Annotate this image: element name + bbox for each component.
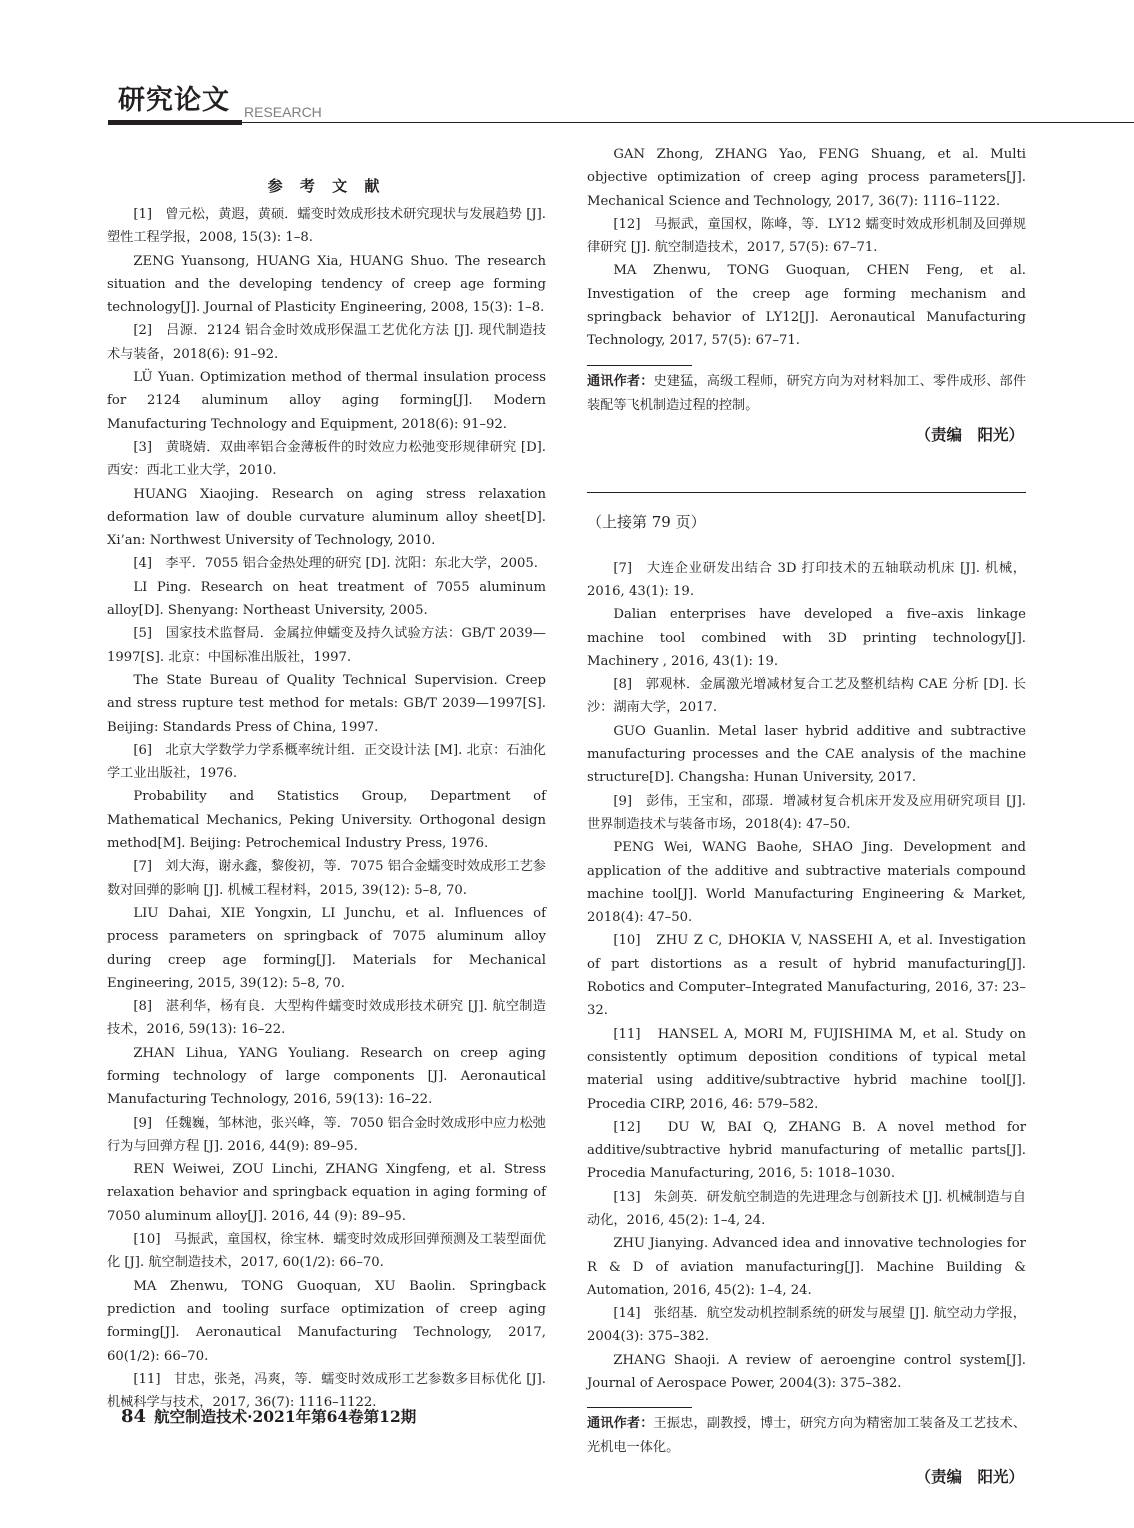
- reference-entry: MA Zhenwu, TONG Guoquan, CHEN Feng, et al. Investigation of the creep age forming mechanism and springback behavior of LY12[J]. Aeronautical Manufacturing Technology, 2017, 57(5): 67–71.: [587, 263, 1026, 349]
- section-subtitle: RESEARCH: [244, 104, 322, 120]
- reference-entry: [2] 吕源．2124 铝合金时效成形保温工艺优化方法 [J]. 现代制造技术与装备，2018(6): 91–92.: [107, 323, 546, 362]
- reference-entry: PENG Wei, WANG Baohe, SHAO Jing. Development and application of the additive and subtractive materials compound machine tool[J]. World Manufacturing Engineering & Market, 2018(4): 47–50.: [587, 840, 1026, 926]
- corresponding-author-text: 史建猛，高级工程师，研究方向为对材料加工、零件成形、部件装配等飞机制造过程的控制。: [587, 373, 1027, 413]
- reference-entry: [12] 马振武，童国权，陈峰，等．LY12 蠕变时效成形机制及回弹规律研究 [J]. 航空制造技术，2017, 57(5): 67–71.: [587, 216, 1026, 256]
- page-header: [108, 82, 1134, 128]
- reference-entry: ZHU Jianying. Advanced idea and innovative technologies for R & D of aviation manufacturing[J]. Machine Building & Automation, 2016, 45(2): 1–4, 24.: [587, 1236, 1026, 1298]
- page-number: 84: [121, 1406, 147, 1427]
- reference-entry: [9] 任魏巍，邹林池，张兴峰，等．7050 铝合金时效成形中应力松弛行为与回弹方程 [J]. 2016, 44(9): 89–95.: [107, 1115, 546, 1154]
- reference-entry: MA Zhenwu, TONG Guoquan, XU Baolin. Springback prediction and tooling surface optimization of creep aging forming[J]. Aeronautical Manufacturing Technology, 2017, 60(1/2): 66–70.: [107, 1278, 546, 1364]
- header-rule: [242, 122, 1134, 123]
- page-footer: [121, 1407, 416, 1427]
- reference-entry: LI Ping. Research on heat treatment of 7055 aluminum alloy[D]. Shenyang: Northeast University, 2005.: [107, 579, 546, 619]
- left-column: [107, 173, 546, 1414]
- reference-entry: REN Weiwei, ZOU Linchi, ZHANG Xingfeng, et al. Stress relaxation behavior and springback equation in aging forming of 7050 aluminum alloy[J]. 2016, 44 (9): 89–95.: [107, 1162, 546, 1224]
- reference-entry: [13] 朱剑英．研发航空制造的先进理念与创新技术 [J]. 机械制造与自动化，2016, 45(2): 1–4, 24.: [587, 1189, 1026, 1228]
- reference-entry: ZHAN Lihua, YANG Youliang. Research on creep aging forming technology of large components [J]. Aeronautical Manufacturing Technology, 2016, 59(13): 16–22.: [107, 1045, 546, 1108]
- corresponding-author-text: 王振忠，副教授，博士，研究方向为精密加工装备及工艺技术、光机电一体化。: [587, 1416, 1027, 1456]
- reference-entry: The State Bureau of Quality Technical Supervision. Creep and stress rupture test method for metals: GB/T 2039—1997[S]. Beijing: Standards Press of China, 1997.: [107, 672, 546, 735]
- references-heading: 参 考 文 献: [267, 177, 386, 195]
- reference-entry: [10] ZHU Z C, DHOKIA V, NASSEHI A, et al. Investigation of part distortions as a result of hybrid manufacturing[J]. Robotics and Computer–Integrated Manufacturing, 2016, 37: 23–32.: [587, 933, 1026, 1019]
- continued-from-note: （上接第 79 页）: [587, 512, 706, 531]
- reference-entry: [7] 刘大海，谢永鑫，黎俊初，等．7075 铝合金蠕变时效成形工艺参数对回弹的影响 [J]. 机械工程材料，2015, 39(12): 5–8, 70.: [107, 859, 546, 898]
- editor-credit: （责编 阳光）: [915, 425, 1024, 444]
- reference-entry: [3] 黄晓婧．双曲率铝合金薄板件的时效应力松弛变形规律研究 [D]. 西安：西北工业大学，2010.: [107, 439, 546, 479]
- reference-entry: LÜ Yuan. Optimization method of thermal insulation process for 2124 aluminum alloy aging forming[J]. Modern Manufacturing Technology and Equipment, 2018(6): 91–92.: [107, 370, 546, 432]
- reference-entry: ZENG Yuansong, HUANG Xia, HUANG Shuo. The research situation and the developing tendency of creep age forming technology[J]. Journal of Plasticity Engineering, 2008, 15(3): 1–8.: [107, 253, 546, 316]
- article-divider: [587, 492, 1026, 493]
- reference-entry: ZHANG Shaoji. A review of aeroengine control system[J]. Journal of Aerospace Power, 2004(3): 375–382.: [587, 1352, 1026, 1392]
- reference-entry: Probability and Statistics Group, Department of Mathematical Mechanics, Peking University. Orthogonal design method[M]. Beijing: Petrochemical Industry Press, 1976.: [107, 789, 546, 852]
- left-reference-list: [107, 203, 546, 1414]
- corresponding-author-note: [587, 1412, 1026, 1460]
- reference-entry: [9] 彭伟，王宝和，邵璟．增减材复合机床开发及应用研究项目 [J]. 世界制造技术与装备市场，2018(4): 47–50.: [587, 793, 1026, 832]
- reference-entry: HUANG Xiaojing. Research on aging stress relaxation deformation law of double curvature aluminum alloy sheet[D]. Xi’an: Northwest University of Technology, 2010.: [107, 486, 546, 549]
- right-reference-list-top: [587, 143, 1026, 353]
- corresponding-author-label: 通讯作者：: [587, 373, 654, 389]
- reference-entry: [11] HANSEL A, MORI M, FUJISHIMA M, et al. Study on consistently optimum deposition conditions of typical metal material using additive/subtractive hybrid machine tool[J]. Procedia CIRP, 2016, 46: 579–582.: [587, 1026, 1026, 1112]
- right-reference-list-bottom: [587, 557, 1026, 1396]
- reference-entry: GUO Guanlin. Metal laser hybrid additive and subtractive manufacturing processes and the CAE analysis of the machine structure[D]. Changsha: Hunan University, 2017.: [587, 723, 1026, 786]
- header-bar: [108, 120, 242, 125]
- section-title: 研究论文: [118, 85, 230, 116]
- reference-entry: [12] DU W, BAI Q, ZHANG B. A novel method for additive/subtractive hybrid manufacturing of metallic parts[J]. Procedia Manufacturing, 2016, 5: 1018–1030.: [587, 1119, 1026, 1182]
- reference-entry: LIU Dahai, XIE Yongxin, LI Junchu, et al. Influences of process parameters on springback of 7075 aluminum alloy during creep age forming[J]. Materials for Mechanical Engineering, 2015, 39(12): 5–8, 70.: [107, 905, 546, 991]
- corresponding-author-note: [587, 370, 1026, 418]
- reference-entry: Dalian enterprises have developed a five–axis linkage machine tool combined with 3D printing technology[J]. Machinery , 2016, 43(1): 19.: [587, 607, 1026, 669]
- author-note-rule: [587, 365, 692, 366]
- corresponding-author-label: 通讯作者：: [587, 1416, 654, 1432]
- journal-issue: 航空制造技术·2021年第64卷第12期: [154, 1407, 417, 1426]
- author-note-rule: [587, 1407, 692, 1408]
- reference-entry: GAN Zhong, ZHANG Yao, FENG Shuang, et al. Multi objective optimization of creep aging process parameters[J]. Mechanical Science and Technology, 2017, 36(7): 1116–1122.: [587, 147, 1026, 209]
- right-column: [587, 143, 1026, 1490]
- reference-entry: [6] 北京大学数学力学系概率统计组．正交设计法 [M]. 北京：石油化学工业出版社，1976.: [107, 742, 546, 782]
- reference-entry: [10] 马振武，童国权，徐宝林．蠕变时效成形回弹预测及工装型面优化 [J]. 航空制造技术，2017, 60(1/2): 66–70.: [107, 1232, 546, 1271]
- reference-entry: [5] 国家技术监督局．金属拉伸蠕变及持久试验方法：GB/T 2039—1997[S]. 北京：中国标准出版社，1997.: [107, 626, 546, 665]
- reference-entry: [8] 湛利华，杨有良．大型构件蠕变时效成形技术研究 [J]. 航空制造技术，2016, 59(13): 16–22.: [107, 999, 546, 1038]
- reference-entry: [14] 张绍基．航空发动机控制系统的研发与展望 [J]. 航空动力学报，2004(3): 375–382.: [587, 1306, 1026, 1345]
- reference-entry: [11] 甘忠，张尧，冯爽，等．蠕变时效成形工艺参数多目标优化 [J]. 机械科学与技术，2017, 36(7): 1116–1122.: [107, 1371, 546, 1411]
- reference-entry: [8] 郭观林．金属激光增减材复合工艺及整机结构 CAE 分析 [D]. 长沙：湖南大学，2017.: [587, 677, 1026, 716]
- editor-credit: （责编 阳光）: [915, 1468, 1024, 1487]
- reference-entry: [7] 大连企业研发出结合 3D 打印技术的五轴联动机床 [J]. 机械，2016, 43(1): 19.: [587, 560, 1026, 599]
- reference-entry: [1] 曾元松，黄遐，黄硕．蠕变时效成形技术研究现状与发展趋势 [J]. 塑性工程学报，2008, 15(3): 1–8.: [107, 207, 546, 246]
- reference-entry: [4] 李平．7055 铝合金热处理的研究 [D]. 沈阳：东北大学，2005.: [133, 556, 538, 572]
